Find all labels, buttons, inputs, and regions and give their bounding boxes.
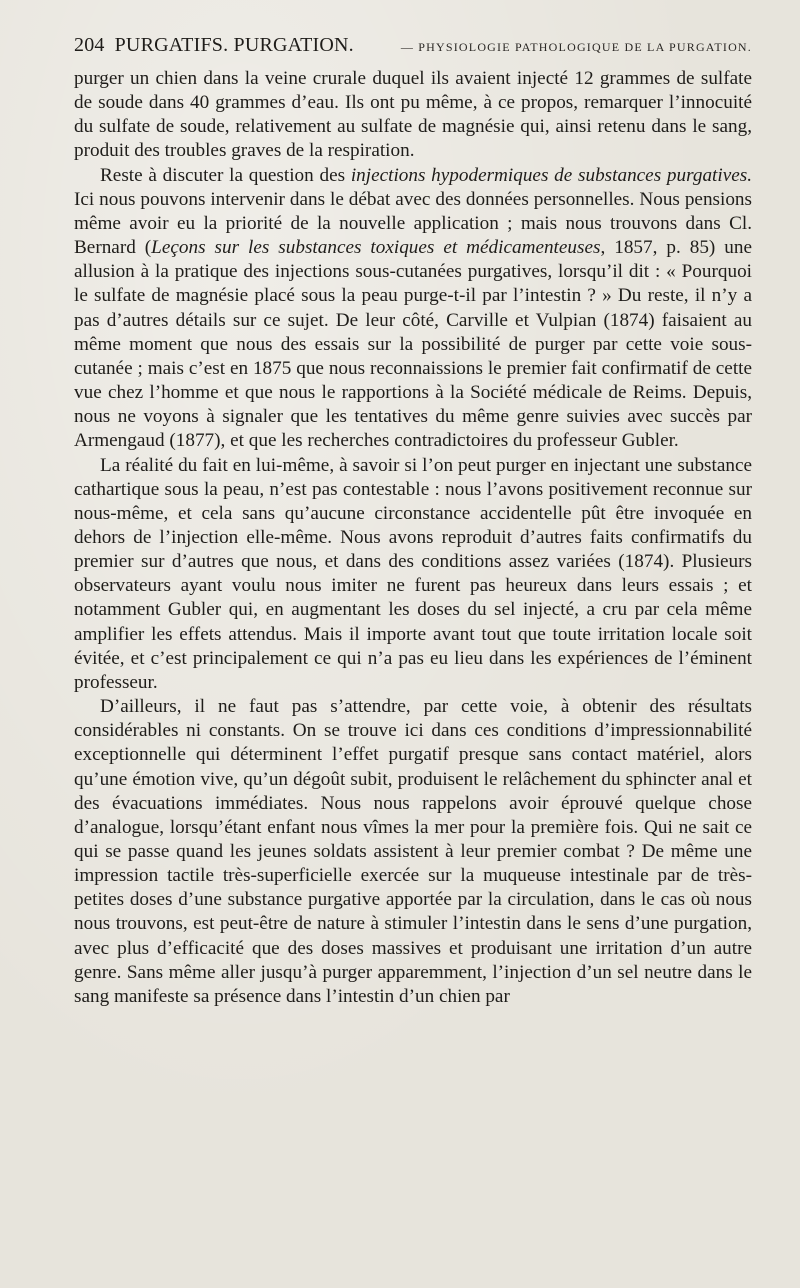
italic-phrase: injections hypodermiques de substances purgatives. (350, 164, 752, 186)
running-head (74, 34, 752, 57)
paragraph-injections (74, 164, 752, 454)
page-number: 204 (74, 34, 105, 56)
paragraph-continued: purger un chien dans la veine crurale duquel ils avaient injecté 12 grammes de sulfate de soude dans 40 grammes d’eau. Ils ont pu même, à ce propos, remarquer l’innocuité du sulfate de soude, relativement au sulfate de magnésie qui, ainsi retenu dans le sang, produit des troubles graves de la respiration. (74, 68, 752, 162)
paragraph-text-segment: Ici nous pouvons intervenir dans le débat avec des données personnelles. Nous pensions même avoir eu la priorité de la nouvelle application ; mais nous trouvons dans Cl. Bernard ( (74, 188, 752, 259)
paragraph-text-segment: Reste à discuter la question des (100, 164, 351, 186)
running-subtitle: — PHYSIOLOGIE PATHOLOGIQUE DE LA PURGATION. (400, 40, 752, 54)
paragraph-reality: La réalité du fait en lui-même, à savoir si l’on peut purger en injectant une substance cathartique sous la peau, n’est pas contestable : nous l’avons positivement reconnue sur nous-même, et cela sans qu’aucune circonstance accidentelle pût être invoquée en dehors de l’injection elle-même. Nous avons reproduit d’autres faits confirmatifs du premier sur d’autres que nous, et dans des conditions assez variées (1874). Plusieurs observateurs ayant voulu nous imiter ne furent pas heureux dans leurs essais ; et notamment Gubler qui, en augmentant les doses du sel injecté, a cru par cela même amplifier les effets attendus. Mais il importe avant tout que toute irritation locale soit évitée, et c’est principalement ce qui n’a pas eu lieu dans les expériences de l’éminent professeur. (74, 454, 752, 693)
paragraph-text-segment: , 1857, p. 85) une allusion à la pratique des injections sous-cutanées purgatives, lorsqu’il dit : « Pourquoi le sulfate de magnésie placé sous la peau purge-t-il par l’intestin ? » Du reste, il n’y a pas d’autres détails sur ce sujet. De leur côté, Carville et Vulpian (1874) faisaient au même moment que nous des essais sur la possibilité de purger par cette voie sous-cutanée ; mais c’est en 1875 que nous reconnaissions le premier fait confirmatif de cette vue chez l’homme et que nous le rapportions à la Société médicale de Reims. Depuis, nous ne voyons à signaler que les tentatives du même genre suivies avec succès par Armengaud (1877), et que les recherches contradictoires du professeur Gubler. (74, 237, 753, 452)
italic-title: Leçons sur les substances toxiques et médicamenteuses (151, 237, 601, 259)
paragraph-impressionability: D’ailleurs, il ne faut pas s’attendre, par cette voie, à obtenir des résultats considérables ni constants. On se trouve ici dans ces conditions d’impressionnabilité exceptionnelle qui déterminent l’effet purgatif presque sans contact matériel, alors qu’une émotion vive, qu’un dégoût subit, produisent le relâchement du sphincter anal et des évacuations immédiates. Nous nous rappelons avoir éprouvé quelque chose d’analogue, lorsqu’étant enfant nous vîmes la mer pour la première fois. Qui ne sait ce qui se passe quand les jeunes soldats assistent à leur premier combat ? De même une impression tactile très-superficielle exercée sur la muqueuse intestinale par de très-petites doses d’une substance purgative apportée par la circulation, dans le cas où nous nous trouvons, est peut-être de nature à stimuler l’intestin dans le sens d’une purgation, avec plus d’efficacité que des doses massives et produisant une irritation d’un autre genre. Sans même aller jusqu’à purger apparemment, l’injection d’un sel neutre dans le sang manifeste sa présence dans l’intestin d’un chien par (74, 696, 752, 1007)
running-title: PURGATIFS. PURGATION. (114, 34, 354, 56)
body-text (74, 67, 752, 1009)
